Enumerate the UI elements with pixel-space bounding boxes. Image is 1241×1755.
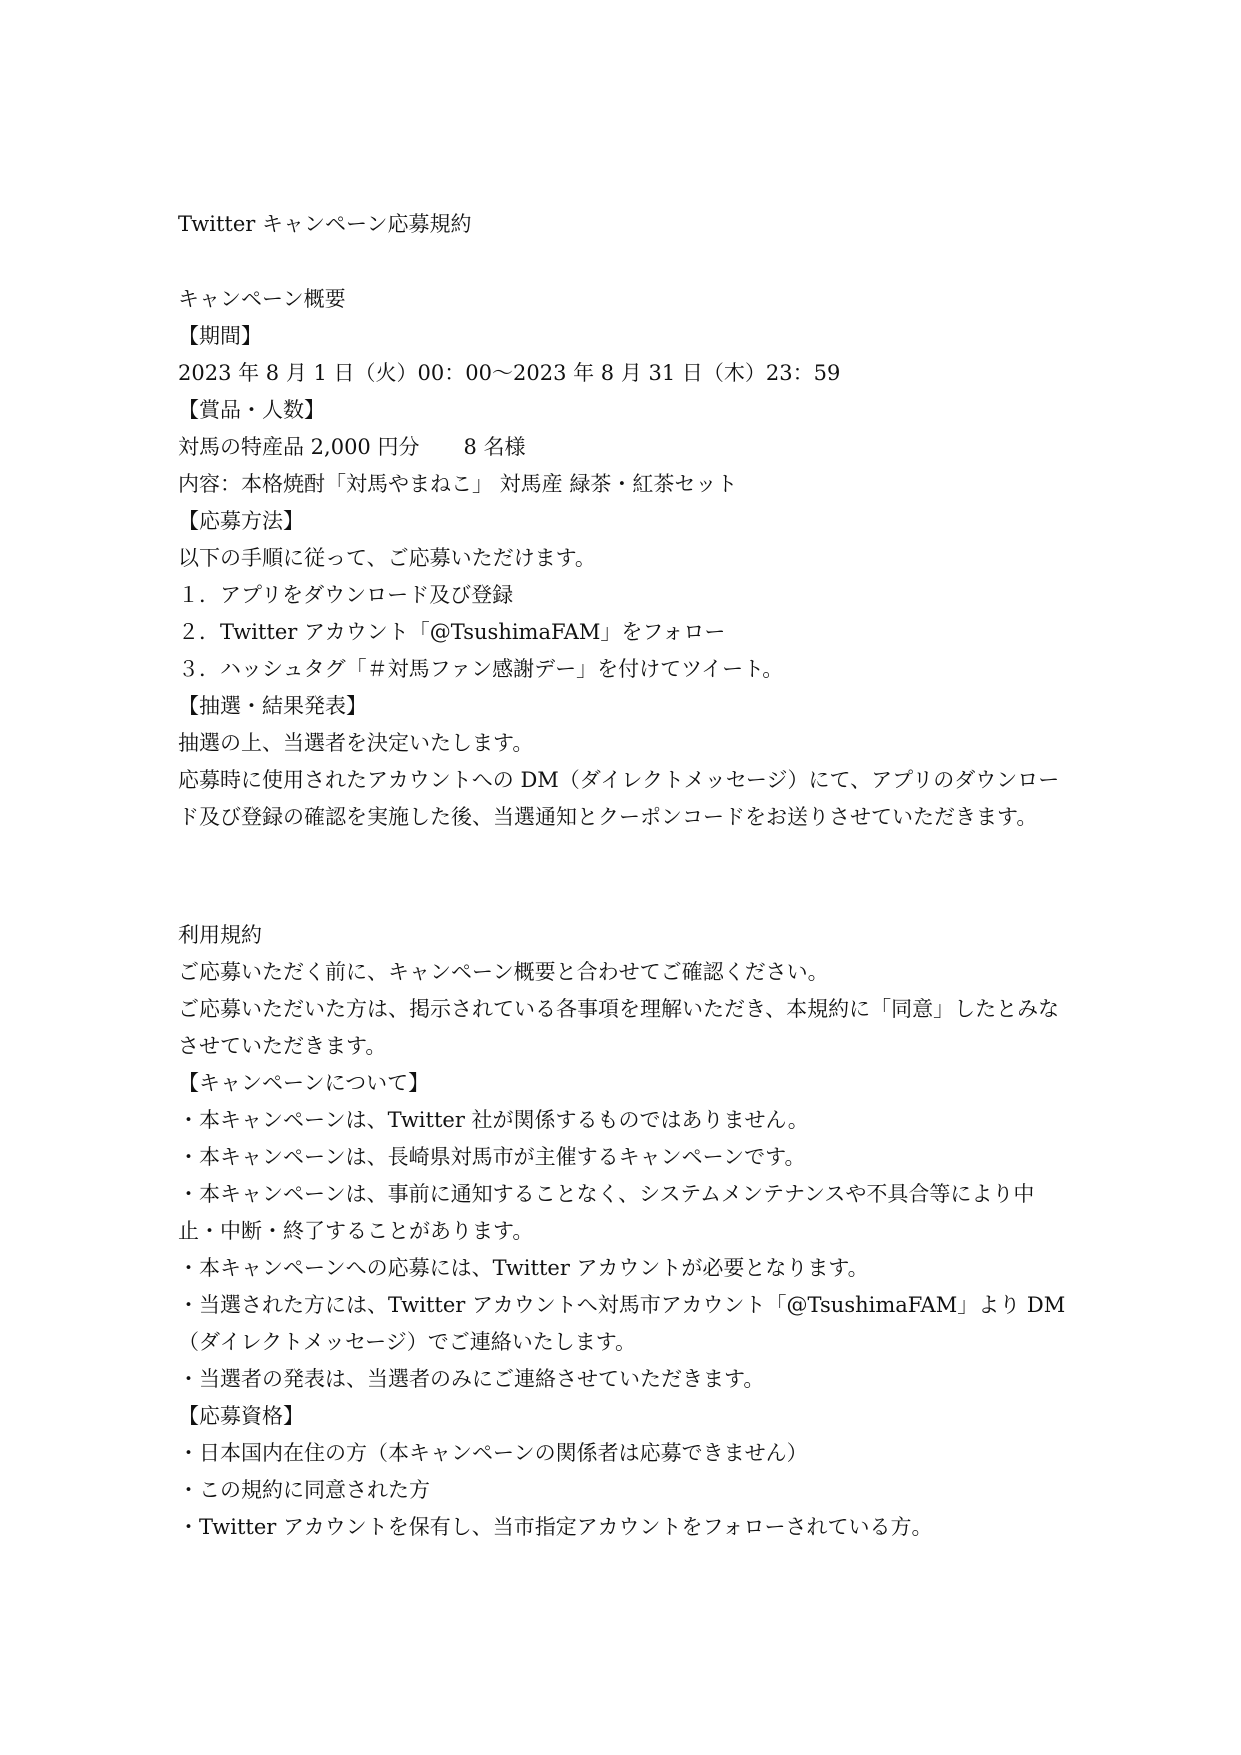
method-step: ３．ハッシュタグ「＃対馬ファン感謝デー」を付けてツイート。	[178, 657, 784, 681]
method-intro: 以下の手順に従って、ご応募いただけます。	[178, 546, 596, 570]
document-title: Twitter キャンペーン応募規約	[178, 212, 472, 236]
lottery-label: 【抽選・結果発表】	[178, 694, 367, 718]
campaign-item: ・本キャンペーンは、Twitter 社が関係するものではありません。	[178, 1108, 809, 1132]
period-value: 2023 年 8 月 1 日（火）00：00～2023 年 8 月 31 日（木）23：59	[178, 361, 841, 385]
eligibility-item: ・日本国内在住の方（本キャンペーンの関係者は応募できません）	[178, 1441, 808, 1465]
prize-value: 対馬の特産品 2,000 円分	[178, 435, 420, 459]
campaign-item: ・本キャンペーンは、事前に通知することなく、システムメンテナンスや不具合等により中止・中断・終了することがあります。	[178, 1182, 1035, 1243]
prize-label: 【賞品・人数】	[178, 398, 325, 422]
method-step: ２．Twitter アカウント「@TsushimaFAM」をフォロー	[178, 620, 726, 644]
campaign-item: ・本キャンペーンへの応募には、Twitter アカウントが必要となります。	[178, 1256, 869, 1280]
terms-intro: ご応募いただく前に、キャンペーン概要と合わせてご確認ください。	[178, 960, 829, 984]
lottery-text: 抽選の上、当選者を決定いたします。	[178, 731, 534, 755]
method-label: 【応募方法】	[178, 509, 304, 533]
campaign-label: 【キャンペーンについて】	[178, 1071, 430, 1095]
lottery-notice: 応募時に使用されたアカウントへの DM（ダイレクトメッセージ）にて、アプリのダウンロード及び登録の確認を実施した後、当選通知とクーポンコードをお送りさせていただきます。	[178, 768, 1060, 829]
prize-contents: 内容：本格焼酎「対馬やまねこ」 対馬産 緑茶・紅茶セット	[178, 472, 738, 496]
campaign-item: ・本キャンペーンは、長崎県対馬市が主催するキャンペーンです。	[178, 1145, 806, 1169]
eligibility-item: ・この規約に同意された方	[178, 1478, 430, 1502]
terms-of-use-section	[178, 917, 1066, 1546]
eligibility-item: ・Twitter アカウントを保有し、当市指定アカウントをフォローされている方。	[178, 1515, 933, 1539]
campaign-overview-section	[178, 281, 1066, 836]
method-step: １．アプリをダウンロード及び登録	[178, 583, 514, 607]
period-label: 【期間】	[178, 324, 262, 348]
prize-line	[178, 429, 1066, 466]
campaign-item: ・当選者の発表は、当選者のみにご連絡させていただきます。	[178, 1367, 765, 1391]
eligibility-label: 【応募資格】	[178, 1404, 304, 1428]
overview-heading: キャンペーン概要	[178, 287, 346, 311]
campaign-item: ・当選された方には、Twitter アカウントへ対馬市アカウント「@TsushimaFAM」より DM（ダイレクトメッセージ）でご連絡いたします。	[178, 1293, 1066, 1354]
terms-heading: 利用規約	[178, 923, 262, 947]
prize-count: 8 名様	[463, 435, 526, 459]
terms-agreement: ご応募いただいた方は、掲示されている各事項を理解いただき、本規約に「同意」したとみなさせていただきます。	[178, 997, 1060, 1058]
